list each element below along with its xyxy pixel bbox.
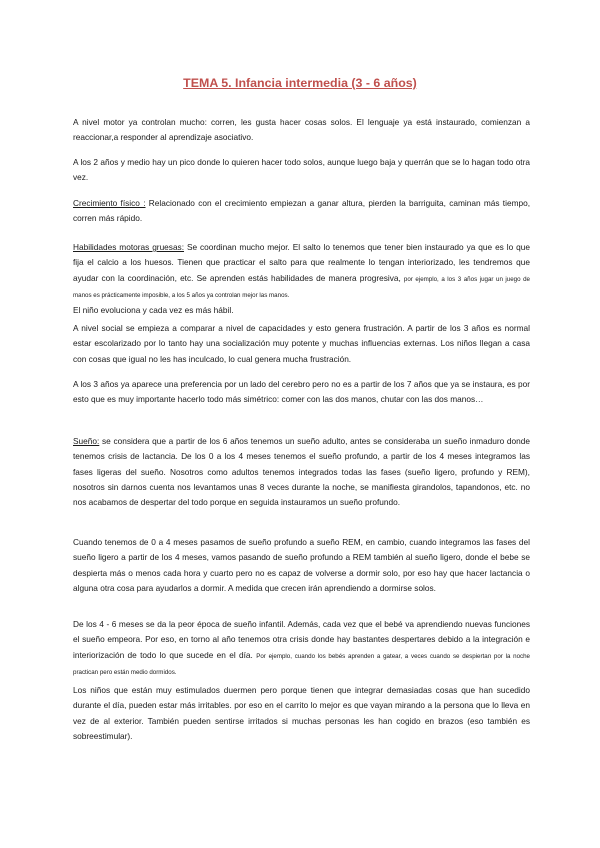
page-title: TEMA 5. Infancia intermedia (3 - 6 años) (183, 76, 417, 90)
sleep-crisis-text: De los 4 - 6 meses se da la peor época de sueño infantil. Además, cada vez que el bebé va aprendiendo nuevas funciones el sueño empeora. Por eso, en torno al año tenemos otra crisis donde hay bastantes despertares debido a la integración e interiorización de todo lo que sucede en el día. (73, 619, 530, 660)
sleep-text: se considera que a partir de los 6 años tenemos un sueño adulto, antes se consideraba un sueño inmaduro donde tenemos crisis de lactancia. De los 0 a los 4 meses tenemos el sueño profundo, a partir de los 4 meses integramos las fases ligeras del sueño. Nosotros como adultos tenemos integrados todas las fases (sueño ligero, profundo y REM), nosotros sin darnos cuenta nos levantamos unas 8 veces durante la noche, se manifiesta girandolos, tapandonos, etc. no nos acabamos de despertar del todo porque en seguida instauramos un sueño profundo. (73, 436, 530, 508)
section-label-gross-motor: Habilidades motoras gruesas: (73, 242, 185, 252)
paragraph-sleep-crisis (73, 617, 530, 680)
physical-growth-text: Relacionado con el crecimiento empiezan a ganar altura, pierden la barriguita, caminan más tiempo, corren más rápido. (73, 198, 531, 224)
paragraph-brain-side: A los 3 años ya aparece una preferencia por un lado del cerebro pero no es a partir de los 7 años que ya se instaura, es por esto que es muy importante hacerlo todo más simétrico: comer con las dos manos, chutar con las dos manos… (73, 379, 530, 405)
paragraph-social: A nivel social se empieza a comparar a nivel de capacidades y esto genera frustración. A partir de los 3 años es normal estar escolarizado por lo tanto hay una socialización muy potente y muchas influencias externas. Los niños llegan a casa con cosas que igual no les has inculcado, lo cual genera mucha frustración. (73, 323, 530, 364)
section-label-physical-growth: Crecimiento físico : (73, 198, 146, 208)
paragraph-sleep (73, 434, 530, 510)
paragraph-gross-motor (73, 240, 530, 318)
gross-motor-example: por ejemplo, a los 3 años jugar un juego de manos es prácticamente imposible, a los 5 años ya controlan mejor las manos. (73, 275, 530, 299)
gross-motor-conclusion: El niño evoluciona y cada vez es más hábil. (73, 305, 234, 316)
paragraph-two-years: A los 2 años y medio hay un pico donde lo quieren hacer todo solos, aunque luego baja y querrán que se lo hagan todo otra vez. (73, 157, 530, 183)
sleep-crisis-example: Por ejemplo, cuando los bebés aprenden a gatear, a veces cuando se despiertan por la noche practican pero están medio dormidos. (73, 652, 530, 676)
gross-motor-text: Se coordinan mucho mejor. El salto lo tenemos que tener bien instaurado ya que es lo que fija el calcio a los huesos. Tienen que practicar el salto para que realmente lo tengan interiorizado, les tendremos que ayudar con la coordinación, etc. Se aprenden estás habilidades de manera progresiva, (73, 242, 530, 283)
paragraph-physical-growth (73, 196, 530, 227)
paragraph-motor: A nivel motor ya controlan mucho: corren, les gusta hacer cosas solos. El lenguaje ya está instaurado, comienzan a reaccionar,a responder al aprendizaje asociativo. (73, 117, 530, 143)
paragraph-stimulation: Los niños que están muy estimulados duermen pero porque tienen que integrar demasiadas cosas que han sucedido durante el día, pueden estar más irritables. por eso en el carrito lo mejor es que vayan mirando a la persona que lo lleva en vez de al exterior. También pueden sentirse irritados si muchas personas les han cogido en brazos (eso también es sobreestimular). (73, 685, 530, 741)
paragraph-sleep-phases: Cuando tenemos de 0 a 4 meses pasamos de sueño profundo a sueño REM, en cambio, cuando integramos las fases del sueño ligero a partir de los 4 meses, vamos pasando de sueño profundo a REM también al sueño ligero, donde el bebe se despierta más o menos cada hora y cuarto pero no es capaz de volverse a dormir solo, por eso hay que hacer lactancia o alguna otra cosa para ayudarlos a dormir. A medida que crecen irán aprendiendo a dormirse solos. (73, 537, 530, 593)
section-label-sleep: Sueño: (73, 436, 100, 446)
